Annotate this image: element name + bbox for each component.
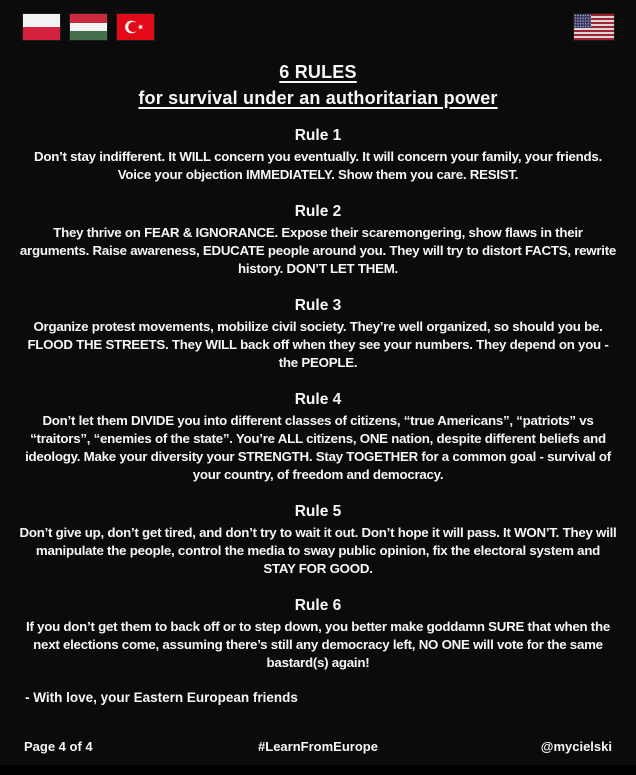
rule-2-body: They thrive on FEAR & IGNORANCE. Expose their scaremongering, show flaws in their arguments. Raise awareness, EDUCATE people around you. They will try to distort FACTS, rewrite history. DON’T LET THEM. [19,225,617,276]
rule-6-title: Rule 6 [294,597,342,614]
rule-1-body: Don’t stay indifferent. It WILL concern you eventually. It will concern your family, your friends. Voice your objection IMMEDIATELY. Show them you care. RESIST. [33,149,603,182]
rule-1-title: Rule 1 [294,127,342,144]
page-subtitle: for survival under an authoritarian power [138,88,498,108]
rules-list [0,126,636,690]
rule-6-body: If you don’t get them to back off or to step down, you better make goddamn SURE that when the next elections come, assuming there’s still any democracy left, NO ONE will vote for the same bastard(s) again! [26,619,610,670]
hungary-flag-icon [70,14,107,40]
rule-section-4 [19,390,617,484]
footer-row [0,739,636,754]
turkey-flag-icon [117,14,154,40]
rule-5-body: Don’t give up, don’t get tired, and don’t try to wait it out. Don’t hope it will pass. It WON’T. They will manipulate the people, control the media to sway public opinion, fix the electoral system and STAY FOR GOOD. [19,525,617,576]
rule-3-title: Rule 3 [294,297,342,314]
poland-flag-icon [23,14,60,40]
rule-section-5 [19,502,617,578]
rule-4-title: Rule 4 [294,391,342,408]
signoff-text: - With love, your Eastern European friends [25,690,298,705]
page-title: 6 RULES [279,62,357,82]
author-handle: @mycielski [540,739,612,754]
bottom-strip [0,765,636,775]
rule-2-title: Rule 2 [294,203,342,220]
page-indicator: Page 4 of 4 [24,739,93,754]
rule-section-3 [19,296,617,372]
rule-5-title: Rule 5 [294,503,342,520]
rule-section-1 [19,126,617,184]
rule-4-body: Don’t let them DIVIDE you into different classes of citizens, “true Americans”, “patriots” vs “traitors”, “enemies of the state”. You’re ALL citizens, ONE nation, despite different beliefs and ideology. Make your diversity your STRENGTH. Stay TOGETHER for a common goal - survival of your country, of freedom and democracy. [25,413,611,482]
rule-3-body: Organize protest movements, mobilize civil society. They’re well organized, so should you be. FLOOD THE STREETS. They WILL back off when they see your numbers. They depend on you - the PEOPLE. [27,319,609,370]
title-block [0,61,636,109]
usa-flag-icon [574,14,614,40]
rule-section-6 [19,596,617,672]
hashtag-text: #LearnFromEurope [258,739,378,754]
rule-section-2 [19,202,617,278]
flags-row [0,0,636,40]
